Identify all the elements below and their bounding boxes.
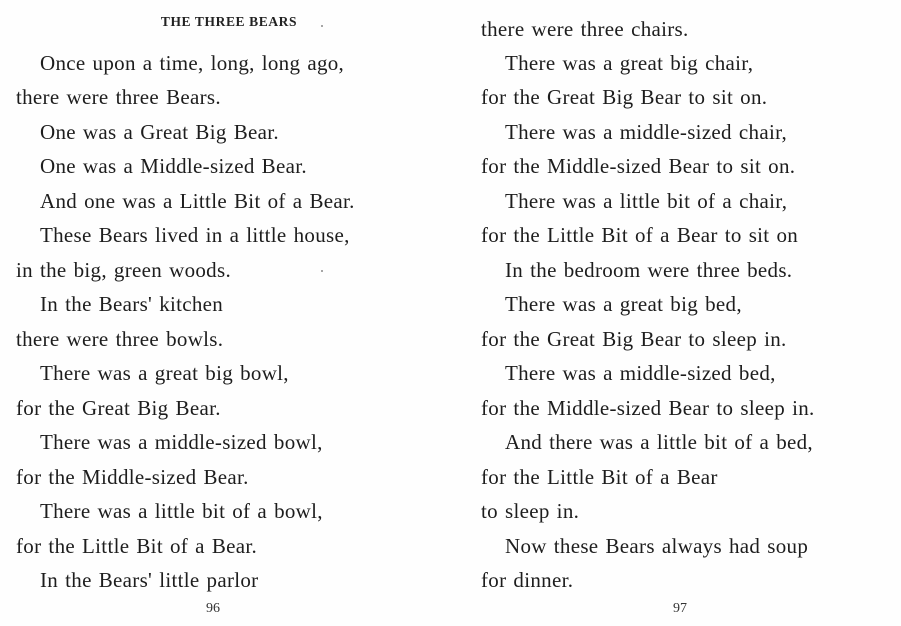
text-line: for the Great Big Bear to sit on. (481, 85, 768, 109)
text-line: One was a Middle-sized Bear. (40, 154, 307, 178)
text-line: for the Great Big Bear. (16, 396, 221, 420)
text-line: for the Great Big Bear to sleep in. (481, 327, 787, 351)
text-line: for the Little Bit of a Bear to sit on (481, 223, 799, 247)
text-line: There was a great big bed, (505, 292, 742, 316)
text-line: There was a middle-sized chair, (505, 120, 788, 144)
text-line: for the Little Bit of a Bear. (16, 534, 258, 558)
text-line: there were three bowls. (16, 327, 224, 351)
text-line: for the Middle-sized Bear to sit on. (481, 154, 796, 178)
text-line: there were three Bears. (16, 85, 221, 109)
text-line: There was a middle-sized bed, (505, 361, 776, 385)
text-line: One was a Great Big Bear. (40, 120, 279, 144)
text-line: There was a little bit of a chair, (505, 189, 788, 213)
text-line: Once upon a time, long, long ago, (40, 51, 345, 75)
text-line: There was a great big bowl, (40, 361, 289, 385)
page-number: 97 (673, 601, 687, 616)
text-line: to sleep in. (481, 499, 580, 523)
text-line: for the Middle-sized Bear. (16, 465, 249, 489)
page-number: 96 (206, 601, 220, 616)
text-line: In the bedroom were three beds. (505, 258, 793, 282)
text-line: These Bears lived in a little house, (40, 223, 350, 247)
text-line: for the Little Bit of a Bear (481, 465, 718, 489)
print-speck (321, 270, 323, 272)
print-speck (321, 25, 323, 27)
text-line: Now these Bears always had soup (505, 534, 809, 558)
text-line: In the Bears' little parlor (40, 568, 259, 592)
left-page (0, 0, 450, 626)
running-head: THE THREE BEARS (160, 14, 298, 29)
text-line: for the Middle-sized Bear to sleep in. (481, 396, 815, 420)
text-line: In the Bears' kitchen (40, 292, 224, 316)
text-line: And one was a Little Bit of a Bear. (40, 189, 355, 213)
right-page (450, 0, 901, 626)
text-line: There was a great big chair, (505, 51, 754, 75)
text-line: And there was a little bit of a bed, (505, 430, 813, 454)
text-line: There was a little bit of a bowl, (40, 499, 323, 523)
text-line: in the big, green woods. (16, 258, 231, 282)
text-line: for dinner. (481, 568, 574, 592)
text-line: there were three chairs. (481, 17, 689, 41)
text-line: There was a middle-sized bowl, (40, 430, 323, 454)
